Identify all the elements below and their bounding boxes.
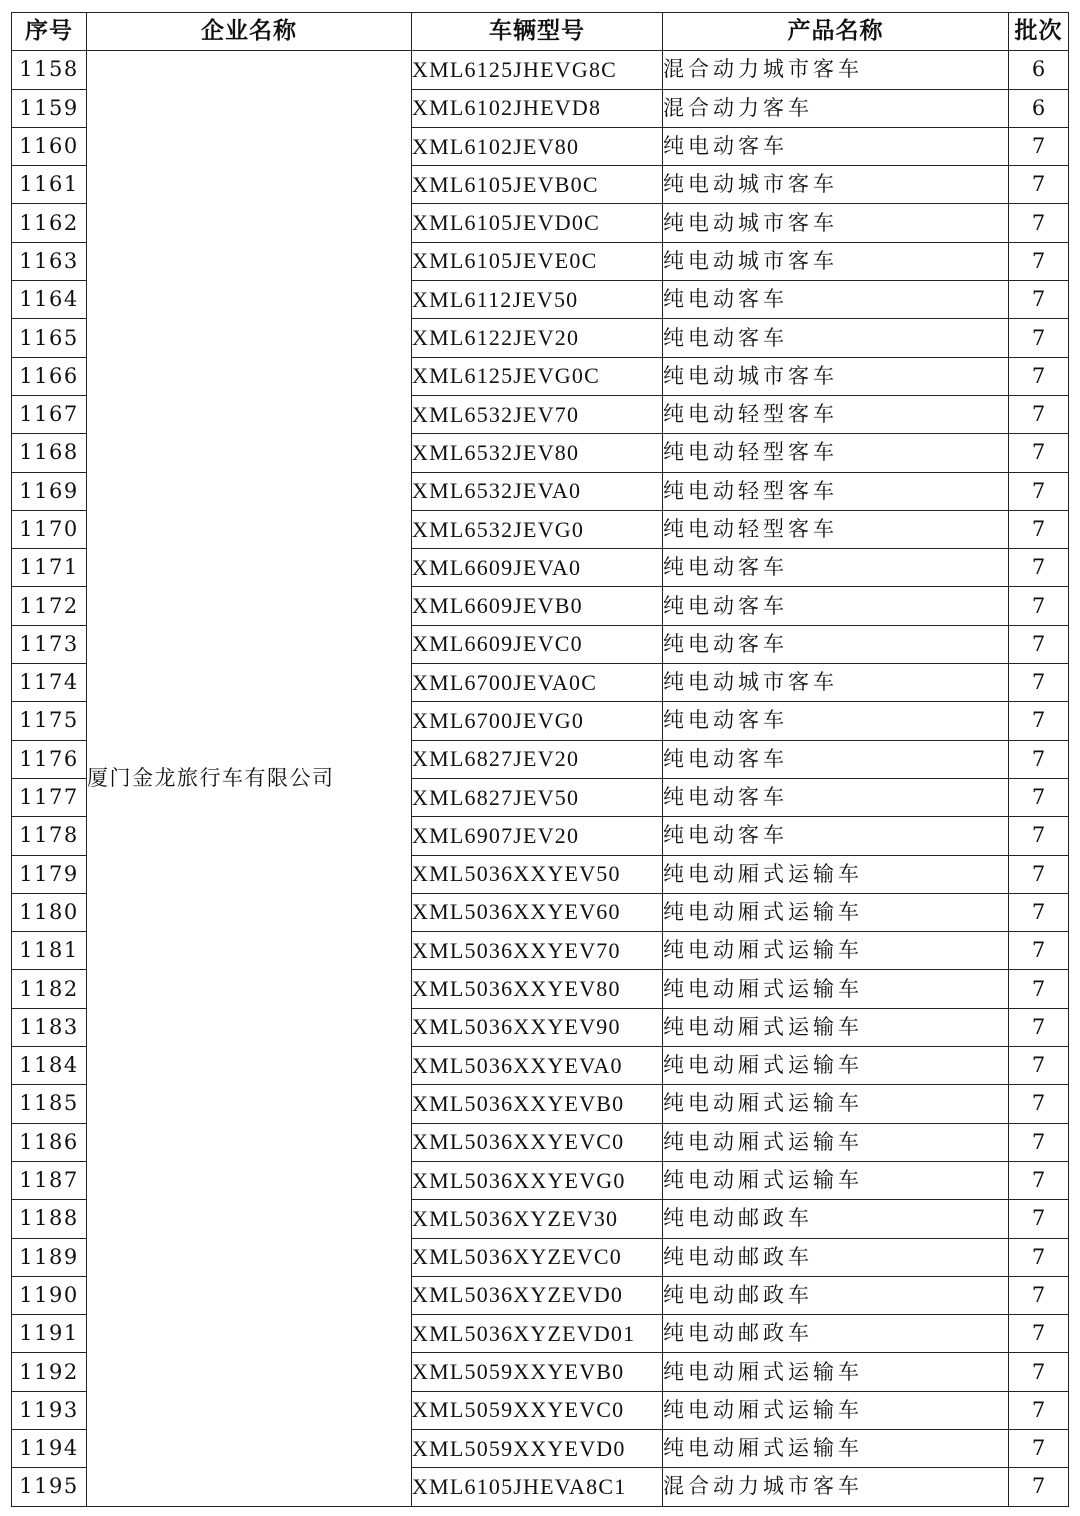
cell-seq: 1162 [12, 204, 87, 242]
cell-model: XML6122JEV20 [412, 319, 663, 357]
cell-company: 厦门金龙旅行车有限公司 [87, 51, 412, 1506]
cell-batch: 7 [1009, 1200, 1069, 1238]
cell-model: XML6827JEV50 [412, 778, 663, 816]
cell-seq: 1188 [12, 1200, 87, 1238]
cell-seq: 1168 [12, 434, 87, 472]
cell-product: 纯电动城市客车 [663, 166, 1009, 204]
cell-product: 纯电动轻型客车 [663, 434, 1009, 472]
cell-model: XML6532JEVG0 [412, 510, 663, 548]
cell-seq: 1173 [12, 625, 87, 663]
header-row [12, 13, 1069, 51]
cell-product: 纯电动厢式运输车 [663, 1008, 1009, 1046]
cell-model: XML6102JHEVD8 [412, 89, 663, 127]
cell-seq: 1192 [12, 1353, 87, 1391]
cell-batch: 7 [1009, 855, 1069, 893]
cell-seq: 1175 [12, 702, 87, 740]
cell-seq: 1187 [12, 1161, 87, 1199]
cell-product: 纯电动厢式运输车 [663, 1353, 1009, 1391]
cell-product: 纯电动客车 [663, 778, 1009, 816]
cell-batch: 7 [1009, 204, 1069, 242]
cell-seq: 1165 [12, 319, 87, 357]
cell-seq: 1193 [12, 1391, 87, 1429]
cell-model: XML6532JEVA0 [412, 472, 663, 510]
cell-batch: 7 [1009, 1276, 1069, 1314]
cell-model: XML6907JEV20 [412, 817, 663, 855]
cell-seq: 1180 [12, 893, 87, 931]
cell-batch: 7 [1009, 549, 1069, 587]
cell-product: 纯电动城市客车 [663, 357, 1009, 395]
cell-batch: 7 [1009, 1353, 1069, 1391]
cell-model: XML5036XXYEV60 [412, 893, 663, 931]
cell-product: 纯电动客车 [663, 625, 1009, 663]
header-batch: 批次 [1009, 13, 1069, 51]
cell-batch: 7 [1009, 1429, 1069, 1467]
cell-model: XML6609JEVC0 [412, 625, 663, 663]
header-seq: 序号 [12, 13, 87, 51]
cell-seq: 1167 [12, 395, 87, 433]
cell-seq: 1161 [12, 166, 87, 204]
cell-seq: 1186 [12, 1123, 87, 1161]
cell-model: XML6105JHEVA8C1 [412, 1468, 663, 1506]
cell-batch: 7 [1009, 740, 1069, 778]
cell-seq: 1160 [12, 127, 87, 165]
cell-model: XML5036XXYEV50 [412, 855, 663, 893]
cell-seq: 1183 [12, 1008, 87, 1046]
cell-seq: 1178 [12, 817, 87, 855]
cell-seq: 1189 [12, 1238, 87, 1276]
cell-model: XML6609JEVA0 [412, 549, 663, 587]
cell-batch: 7 [1009, 395, 1069, 433]
cell-product: 纯电动厢式运输车 [663, 893, 1009, 931]
cell-batch: 7 [1009, 817, 1069, 855]
cell-product: 纯电动城市客车 [663, 242, 1009, 280]
cell-batch: 7 [1009, 357, 1069, 395]
cell-product: 纯电动厢式运输车 [663, 1047, 1009, 1085]
cell-product: 纯电动厢式运输车 [663, 1123, 1009, 1161]
cell-batch: 7 [1009, 1315, 1069, 1353]
cell-model: XML5036XXYEVG0 [412, 1161, 663, 1199]
cell-model: XML6609JEVB0 [412, 587, 663, 625]
cell-model: XML5059XXYEVB0 [412, 1353, 663, 1391]
cell-batch: 7 [1009, 166, 1069, 204]
cell-batch: 7 [1009, 702, 1069, 740]
cell-batch: 7 [1009, 893, 1069, 931]
cell-batch: 7 [1009, 1161, 1069, 1199]
cell-model: XML6125JHEVG8C [412, 51, 663, 89]
header-model: 车辆型号 [412, 13, 663, 51]
cell-model: XML6102JEV80 [412, 127, 663, 165]
cell-seq: 1190 [12, 1276, 87, 1314]
cell-product: 纯电动厢式运输车 [663, 970, 1009, 1008]
cell-product: 纯电动厢式运输车 [663, 1391, 1009, 1429]
cell-product: 纯电动客车 [663, 127, 1009, 165]
cell-batch: 7 [1009, 970, 1069, 1008]
cell-model: XML5059XXYEVD0 [412, 1429, 663, 1467]
cell-seq: 1195 [12, 1468, 87, 1506]
cell-model: XML6105JEVD0C [412, 204, 663, 242]
cell-batch: 7 [1009, 1238, 1069, 1276]
cell-model: XML5036XYZEVD0 [412, 1276, 663, 1314]
cell-batch: 7 [1009, 664, 1069, 702]
cell-product: 纯电动客车 [663, 817, 1009, 855]
cell-batch: 7 [1009, 625, 1069, 663]
cell-batch: 7 [1009, 778, 1069, 816]
cell-product: 混合动力城市客车 [663, 51, 1009, 89]
cell-seq: 1194 [12, 1429, 87, 1467]
cell-product: 纯电动城市客车 [663, 204, 1009, 242]
cell-model: XML5036XXYEV80 [412, 970, 663, 1008]
cell-seq: 1176 [12, 740, 87, 778]
cell-model: XML6105JEVE0C [412, 242, 663, 280]
cell-model: XML5036XYZEVD01 [412, 1315, 663, 1353]
cell-model: XML5036XXYEVB0 [412, 1085, 663, 1123]
cell-seq: 1185 [12, 1085, 87, 1123]
cell-product: 纯电动邮政车 [663, 1200, 1009, 1238]
cell-product: 纯电动邮政车 [663, 1238, 1009, 1276]
cell-product: 纯电动轻型客车 [663, 510, 1009, 548]
cell-batch: 7 [1009, 434, 1069, 472]
cell-product: 混合动力客车 [663, 89, 1009, 127]
cell-seq: 1170 [12, 510, 87, 548]
cell-seq: 1191 [12, 1315, 87, 1353]
cell-seq: 1159 [12, 89, 87, 127]
header-company: 企业名称 [87, 13, 412, 51]
cell-product: 纯电动客车 [663, 702, 1009, 740]
cell-batch: 7 [1009, 1008, 1069, 1046]
cell-batch: 7 [1009, 1047, 1069, 1085]
cell-model: XML6700JEVG0 [412, 702, 663, 740]
cell-seq: 1166 [12, 357, 87, 395]
cell-batch: 7 [1009, 932, 1069, 970]
cell-product: 纯电动邮政车 [663, 1276, 1009, 1314]
cell-model: XML6105JEVB0C [412, 166, 663, 204]
cell-seq: 1184 [12, 1047, 87, 1085]
cell-product: 纯电动厢式运输车 [663, 932, 1009, 970]
cell-model: XML6700JEVA0C [412, 664, 663, 702]
cell-seq: 1169 [12, 472, 87, 510]
cell-model: XML6532JEV80 [412, 434, 663, 472]
cell-batch: 7 [1009, 1468, 1069, 1506]
cell-product: 纯电动城市客车 [663, 664, 1009, 702]
cell-batch: 7 [1009, 242, 1069, 280]
cell-batch: 6 [1009, 51, 1069, 89]
cell-seq: 1174 [12, 664, 87, 702]
cell-product: 纯电动客车 [663, 281, 1009, 319]
table-row [12, 51, 1069, 89]
cell-model: XML5059XXYEVC0 [412, 1391, 663, 1429]
vehicle-catalog-table [11, 12, 1069, 1507]
cell-seq: 1177 [12, 778, 87, 816]
cell-model: XML6112JEV50 [412, 281, 663, 319]
cell-product: 纯电动客车 [663, 319, 1009, 357]
cell-product: 混合动力城市客车 [663, 1468, 1009, 1506]
cell-batch: 7 [1009, 319, 1069, 357]
cell-model: XML6532JEV70 [412, 395, 663, 433]
cell-seq: 1158 [12, 51, 87, 89]
cell-batch: 7 [1009, 1391, 1069, 1429]
cell-model: XML5036XYZEVC0 [412, 1238, 663, 1276]
cell-batch: 7 [1009, 281, 1069, 319]
cell-batch: 7 [1009, 1085, 1069, 1123]
cell-seq: 1163 [12, 242, 87, 280]
cell-model: XML5036XXYEVC0 [412, 1123, 663, 1161]
cell-seq: 1164 [12, 281, 87, 319]
cell-batch: 7 [1009, 510, 1069, 548]
cell-batch: 7 [1009, 472, 1069, 510]
cell-product: 纯电动厢式运输车 [663, 1085, 1009, 1123]
cell-model: XML6125JEVG0C [412, 357, 663, 395]
cell-batch: 7 [1009, 1123, 1069, 1161]
cell-product: 纯电动厢式运输车 [663, 855, 1009, 893]
cell-seq: 1179 [12, 855, 87, 893]
cell-model: XML5036XXYEV90 [412, 1008, 663, 1046]
cell-model: XML6827JEV20 [412, 740, 663, 778]
cell-product: 纯电动轻型客车 [663, 395, 1009, 433]
cell-product: 纯电动厢式运输车 [663, 1429, 1009, 1467]
cell-product: 纯电动邮政车 [663, 1315, 1009, 1353]
cell-model: XML5036XXYEV70 [412, 932, 663, 970]
cell-seq: 1171 [12, 549, 87, 587]
cell-batch: 6 [1009, 89, 1069, 127]
cell-product: 纯电动客车 [663, 587, 1009, 625]
cell-product: 纯电动客车 [663, 549, 1009, 587]
cell-model: XML5036XXYEVA0 [412, 1047, 663, 1085]
cell-model: XML5036XYZEV30 [412, 1200, 663, 1238]
cell-product: 纯电动厢式运输车 [663, 1161, 1009, 1199]
cell-batch: 7 [1009, 127, 1069, 165]
cell-seq: 1181 [12, 932, 87, 970]
cell-product: 纯电动客车 [663, 740, 1009, 778]
cell-batch: 7 [1009, 587, 1069, 625]
header-product: 产品名称 [663, 13, 1009, 51]
cell-seq: 1172 [12, 587, 87, 625]
table-body [12, 51, 1069, 1506]
cell-seq: 1182 [12, 970, 87, 1008]
cell-product: 纯电动轻型客车 [663, 472, 1009, 510]
